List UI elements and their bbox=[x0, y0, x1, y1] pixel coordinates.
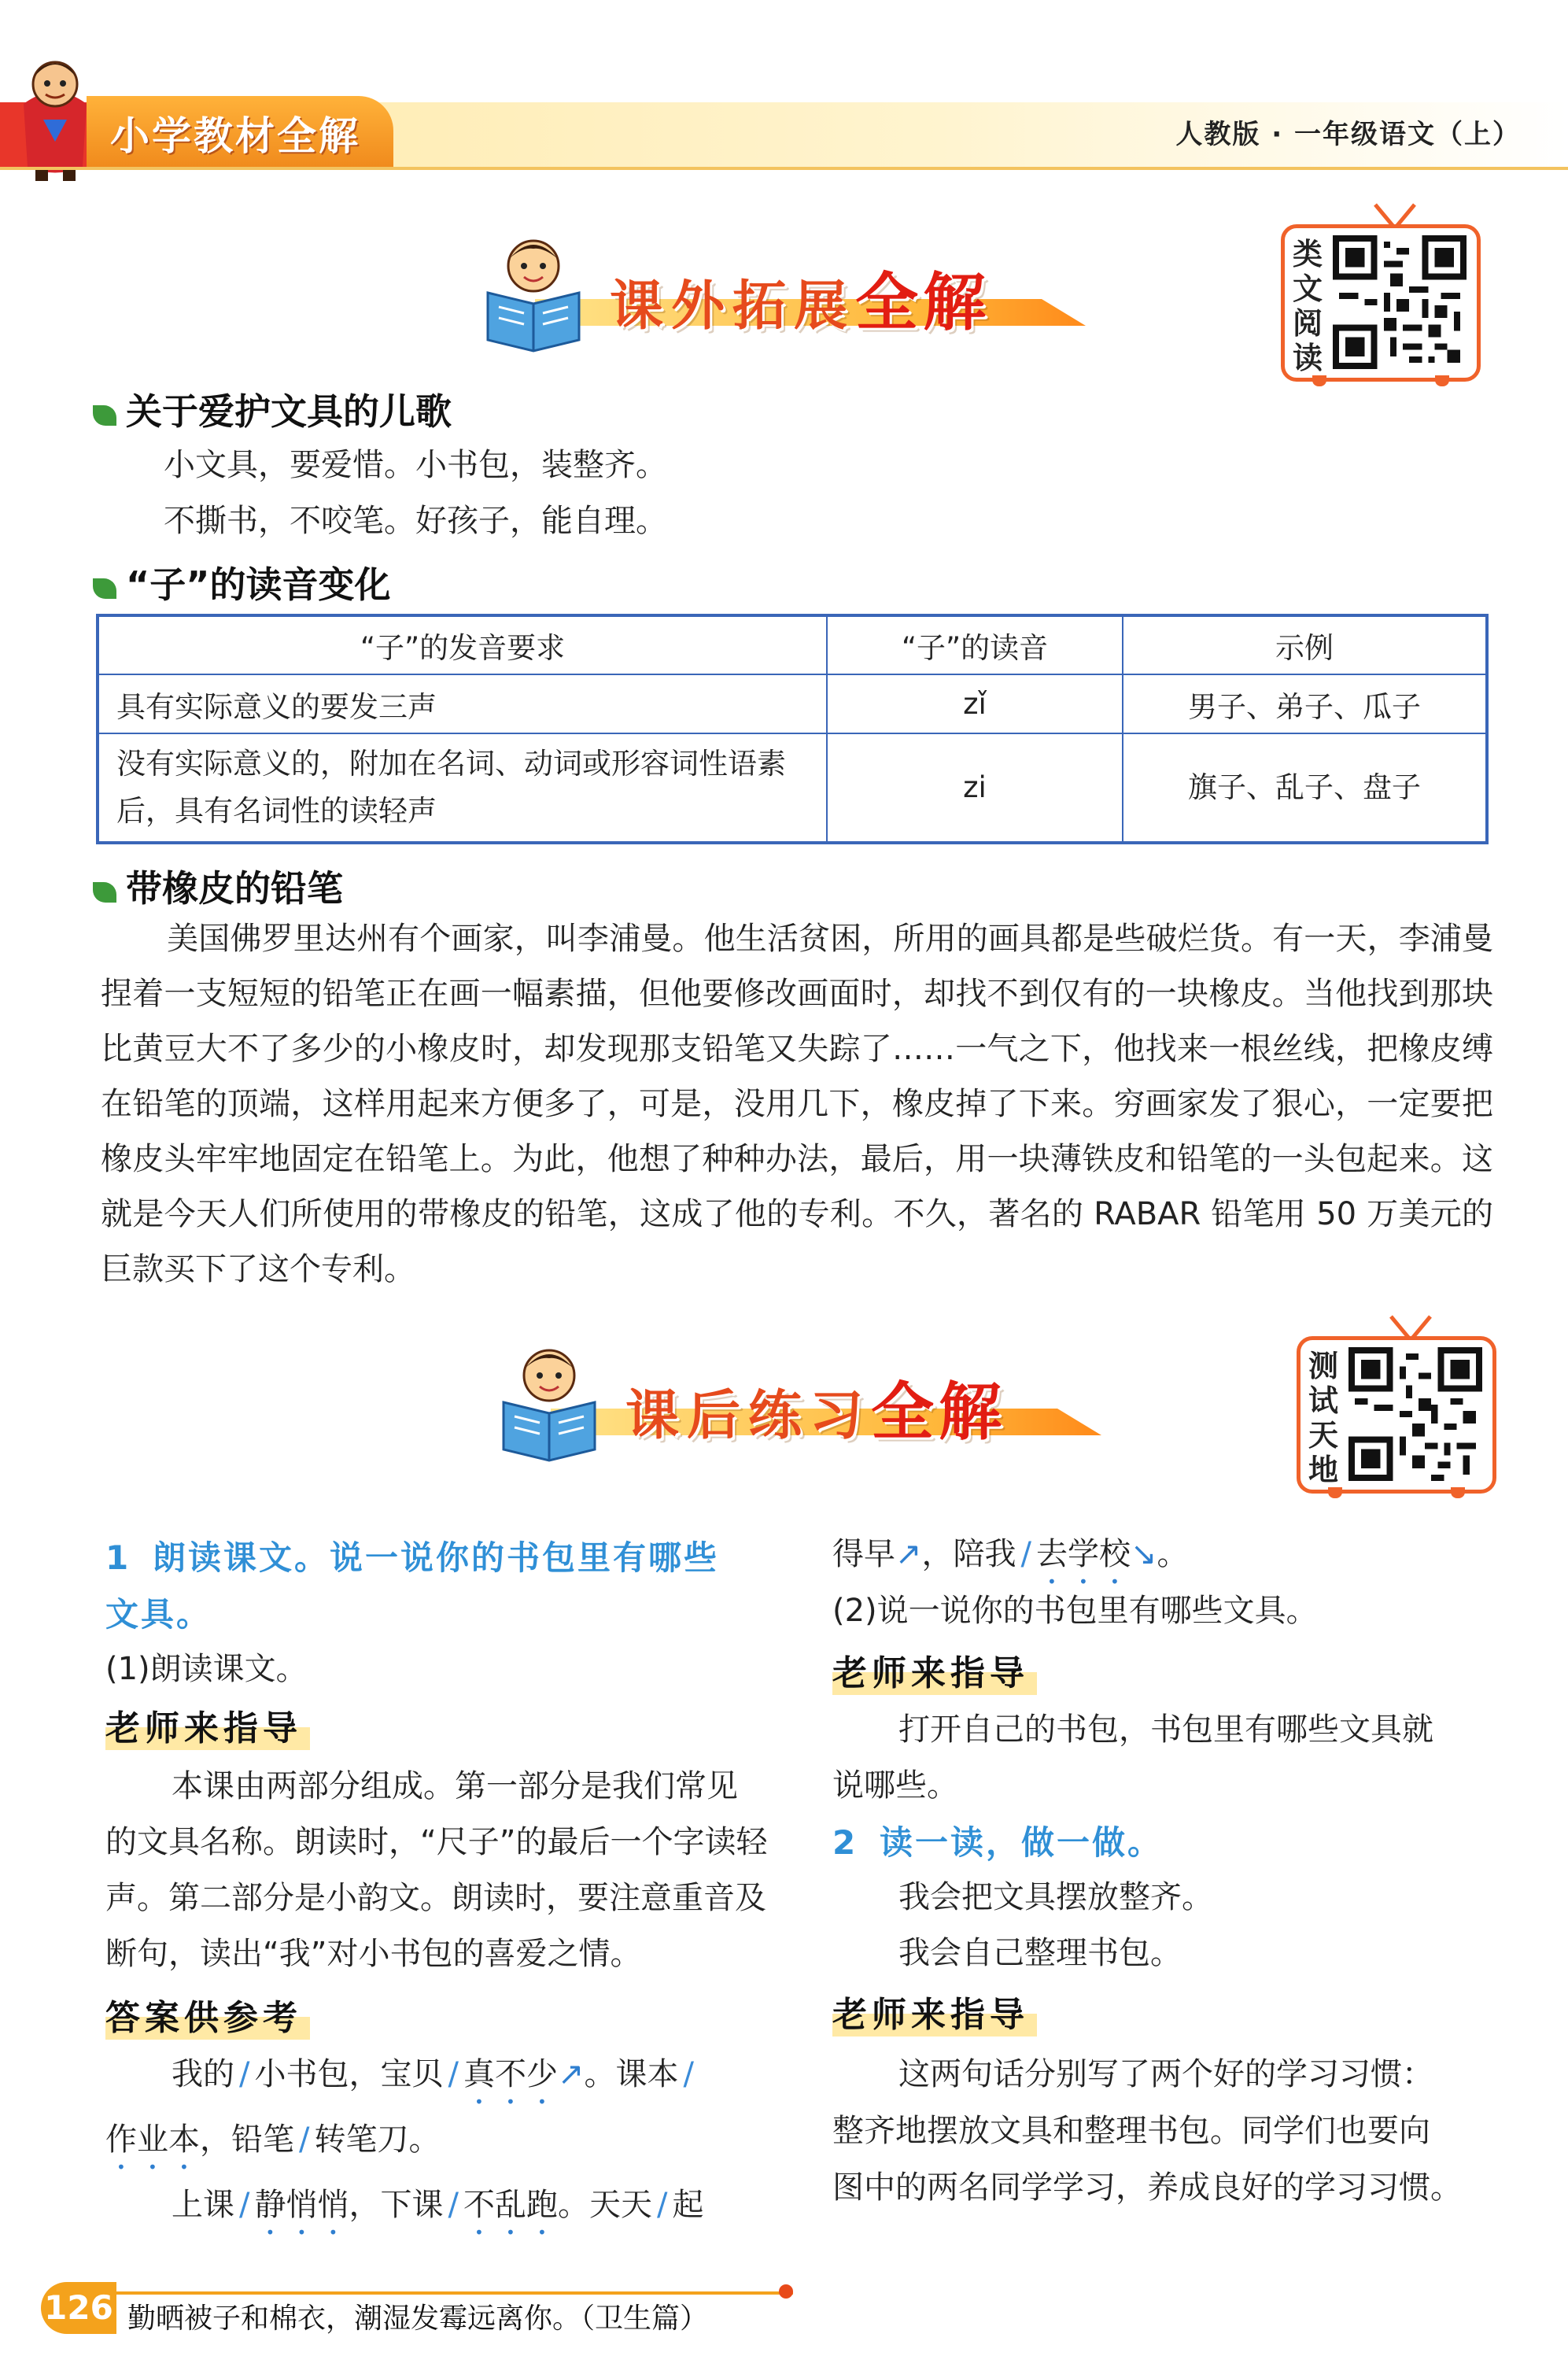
rising-arrow-icon: ↗ bbox=[895, 1536, 922, 1572]
banner-extension bbox=[472, 236, 1101, 362]
answer-segment: 得早 bbox=[832, 1536, 895, 1572]
answer-segment: ，陪我 bbox=[921, 1536, 1016, 1572]
footer-dot-icon bbox=[779, 2284, 793, 2299]
footer-tip: 勤晒被子和棉衣，潮湿发霉远离你。（卫生篇） bbox=[127, 2302, 709, 2335]
qr-code-icon bbox=[1348, 1347, 1482, 1481]
answer-continuation bbox=[832, 1527, 1509, 1591]
heading-text: “子”的读音变化 bbox=[126, 563, 391, 606]
series-title: 小学教材全解 bbox=[110, 113, 360, 159]
rising-arrow-icon: ↗ bbox=[557, 2056, 585, 2092]
qr-code-icon bbox=[1333, 235, 1467, 369]
qr-label bbox=[1292, 237, 1323, 375]
guide-text bbox=[832, 2046, 1525, 2216]
question-text: 读一读，做一做。 bbox=[880, 1823, 1164, 1862]
pause-slash: / bbox=[239, 2056, 250, 2092]
mascot-icon bbox=[8, 49, 102, 183]
answer-reference-tag: 答案供参考 bbox=[105, 1989, 310, 2040]
banner-exercises bbox=[488, 1346, 1117, 1472]
pause-slash: / bbox=[1020, 1536, 1031, 1572]
qr-label-char: 读 bbox=[1292, 341, 1323, 375]
sub-question: (2)说一说你的书包里有哪些文具。 bbox=[832, 1593, 1318, 1629]
edition-label: 人教版 · 一年级语文（上） bbox=[1175, 119, 1521, 150]
qr-card-test[interactable] bbox=[1297, 1313, 1493, 1494]
answer-segment: 我的 bbox=[172, 2056, 234, 2092]
answer-segment: 。 bbox=[1157, 1536, 1189, 1572]
answer-segment: 。 bbox=[408, 2121, 441, 2158]
table-cell: zi bbox=[827, 733, 1123, 843]
stressed-segment: 真不少 bbox=[463, 2056, 558, 2092]
table-header: “子”的读音 bbox=[827, 615, 1123, 674]
answer-segment: ，下课 bbox=[349, 2187, 444, 2223]
qr-label-char: 阅 bbox=[1292, 306, 1323, 341]
stressed-segment: 不乱跑 bbox=[463, 2187, 558, 2223]
pause-slash: / bbox=[683, 2056, 694, 2092]
heading-poem bbox=[93, 383, 452, 435]
guide-line: 这两句话分别写了两个好的学习习惯： bbox=[898, 2056, 1433, 2092]
tv-leg bbox=[1312, 375, 1326, 386]
teacher-guide-tag: 老师来指导 bbox=[832, 1986, 1037, 2037]
pause-slash: / bbox=[299, 2121, 310, 2158]
stressed-segment: 去学校 bbox=[1036, 1536, 1131, 1572]
teacher-guide-tag: 老师来指导 bbox=[832, 1645, 1037, 1695]
poem-line: 不撕书，不咬笔。好孩子，能自理。 bbox=[164, 503, 667, 539]
heading-text: 带橡皮的铅笔 bbox=[126, 867, 343, 910]
table-cell: 具有实际意义的要发三声 bbox=[98, 674, 827, 733]
reading-kid-icon bbox=[472, 236, 598, 354]
answer-segment: ，铅笔 bbox=[200, 2121, 294, 2158]
answer-segment: 。课本 bbox=[584, 2056, 679, 2092]
tv-leg bbox=[1328, 1487, 1342, 1498]
guide-line: 整齐地摆放文具和整理书包。同学们也要向 bbox=[832, 2113, 1430, 2149]
tv-leg bbox=[1451, 1487, 1465, 1498]
pause-slash: / bbox=[448, 2187, 459, 2223]
leaf-icon bbox=[93, 882, 116, 903]
guide-line: 说哪些。 bbox=[832, 1767, 958, 1804]
table-cell: 男子、弟子、瓜子 bbox=[1123, 674, 1487, 733]
question-2 bbox=[832, 1815, 1163, 1871]
answer-segment: ，宝贝 bbox=[349, 2056, 444, 2092]
answer-line bbox=[105, 2046, 790, 2111]
table-header: 示例 bbox=[1123, 615, 1487, 674]
answer-segment: 上课 bbox=[172, 2187, 234, 2223]
guide-line: 的文具名称。朗读时，“尺子”的最后一个字读轻 bbox=[105, 1824, 768, 1860]
practice-lines bbox=[898, 1870, 1213, 1981]
story-paragraph bbox=[101, 911, 1493, 1297]
guide-line: 打开自己的书包，书包里有哪些文具就 bbox=[898, 1712, 1433, 1748]
practice-line: 我会自己整理书包。 bbox=[898, 1935, 1182, 1971]
qr-label bbox=[1308, 1349, 1339, 1487]
stressed-segment: 作业本 bbox=[105, 2121, 200, 2158]
guide-line: 声。第二部分是小韵文。朗读时，要注意重音及 bbox=[105, 1880, 766, 1916]
guide-line: 断句，读出“我”对小书包的喜爱之情。 bbox=[105, 1936, 642, 1972]
table-row bbox=[98, 674, 1487, 733]
pause-slash: / bbox=[656, 2187, 668, 2223]
stressed-segment: 静悄悄 bbox=[254, 2187, 349, 2223]
falling-arrow-icon: ↘ bbox=[1131, 1536, 1157, 1572]
table-row bbox=[98, 733, 1487, 843]
question-number: 1 bbox=[105, 1538, 131, 1577]
guide-text bbox=[105, 1759, 782, 1982]
leaf-icon bbox=[93, 578, 116, 599]
question-text: 文具。 bbox=[105, 1595, 212, 1634]
header-divider bbox=[0, 167, 1568, 170]
table-cell: zǐ bbox=[827, 674, 1123, 733]
banner-title-text: 课后练习 bbox=[625, 1385, 872, 1447]
poem-line: 小文具，要爱惜。小书包，装整齐。 bbox=[164, 447, 667, 483]
qr-label-char: 类 bbox=[1292, 237, 1323, 271]
footer-divider bbox=[116, 2291, 793, 2295]
teacher-guide-tag: 老师来指导 bbox=[105, 1700, 310, 1750]
leaf-icon bbox=[93, 405, 116, 426]
banner-title-emphasis: 全解 bbox=[871, 1376, 1007, 1449]
question-1 bbox=[105, 1530, 782, 1643]
qr-label-char: 文 bbox=[1292, 271, 1323, 306]
answer-line bbox=[105, 2111, 790, 2177]
pause-slash: / bbox=[239, 2187, 250, 2223]
answer-segment: 转笔刀 bbox=[314, 2121, 409, 2158]
heading-pencil bbox=[93, 860, 343, 912]
qr-card-reading[interactable] bbox=[1281, 201, 1478, 382]
answer-segment: 。天天 bbox=[557, 2187, 652, 2223]
banner-title-text: 课外拓展 bbox=[610, 275, 856, 338]
sub-question: (1)朗读课文。 bbox=[105, 1651, 308, 1687]
qr-label-char: 天 bbox=[1308, 1418, 1338, 1453]
answer-text bbox=[105, 2046, 790, 2242]
table-header: “子”的发音要求 bbox=[98, 615, 827, 674]
answer-line bbox=[105, 2177, 790, 2242]
heading-zi bbox=[93, 556, 390, 608]
guide-text bbox=[832, 1702, 1509, 1814]
answer-segment: 小书包 bbox=[254, 2056, 349, 2092]
banner-title-emphasis: 全解 bbox=[855, 266, 991, 339]
table-cell: 没有实际意义的，附加在名词、动词或形容词性语素后，具有名词性的读轻声 bbox=[98, 733, 827, 843]
question-number: 2 bbox=[832, 1823, 858, 1862]
reading-kid-icon bbox=[488, 1346, 614, 1464]
answer-segment: 起 bbox=[672, 2187, 704, 2223]
question-text: 朗读课文。说一说你的书包里有哪些 bbox=[153, 1538, 720, 1577]
zi-pronunciation-table bbox=[96, 614, 1489, 844]
tv-leg bbox=[1435, 375, 1449, 386]
guide-line: 图中的两名同学学习，养成良好的学习习惯。 bbox=[832, 2169, 1462, 2206]
table-cell: 旗子、乱子、盘子 bbox=[1123, 733, 1487, 843]
qr-label-char: 试 bbox=[1308, 1383, 1338, 1418]
banner-title bbox=[625, 1361, 1006, 1452]
heading-text: 关于爱护文具的儿歌 bbox=[126, 390, 452, 433]
guide-line: 本课由两部分组成。第一部分是我们常见 bbox=[172, 1768, 738, 1804]
qr-label-char: 测 bbox=[1308, 1349, 1338, 1383]
qr-label-char: 地 bbox=[1308, 1453, 1338, 1487]
pause-slash: / bbox=[448, 2056, 459, 2092]
page-number: 126 bbox=[41, 2282, 116, 2334]
story-text: 美国佛罗里达州有个画家，叫李浦曼。他生活贫困，所用的画具都是些破烂货。有一天，李浦曼捏着一支短短的铅笔正在画一幅素描，但他要修改画面时，却找不到仅有的一块橡皮。当他找到那块比黄豆大不了多少的小橡皮时，却发现那支铅笔又失踪了……一气之下，他找来一根丝线，把橡皮缚在铅笔的顶端，这样用起来方便多了，可是，没用几下，橡皮掉了下来。穷画家发了狠心，一定要把橡皮头牢牢地固定在铅笔上。为此，他想了种种办法，最后，用一块薄铁皮和铅笔的一头包起来。这就是今天人们所使用的带橡皮的铅笔，这成了他的专利。不久，著名的 RABAR 铅笔用 50 万美元的巨款买下了这个专利。 bbox=[101, 921, 1493, 1287]
banner-title bbox=[610, 252, 991, 342]
practice-line: 我会把文具摆放整齐。 bbox=[898, 1879, 1213, 1915]
